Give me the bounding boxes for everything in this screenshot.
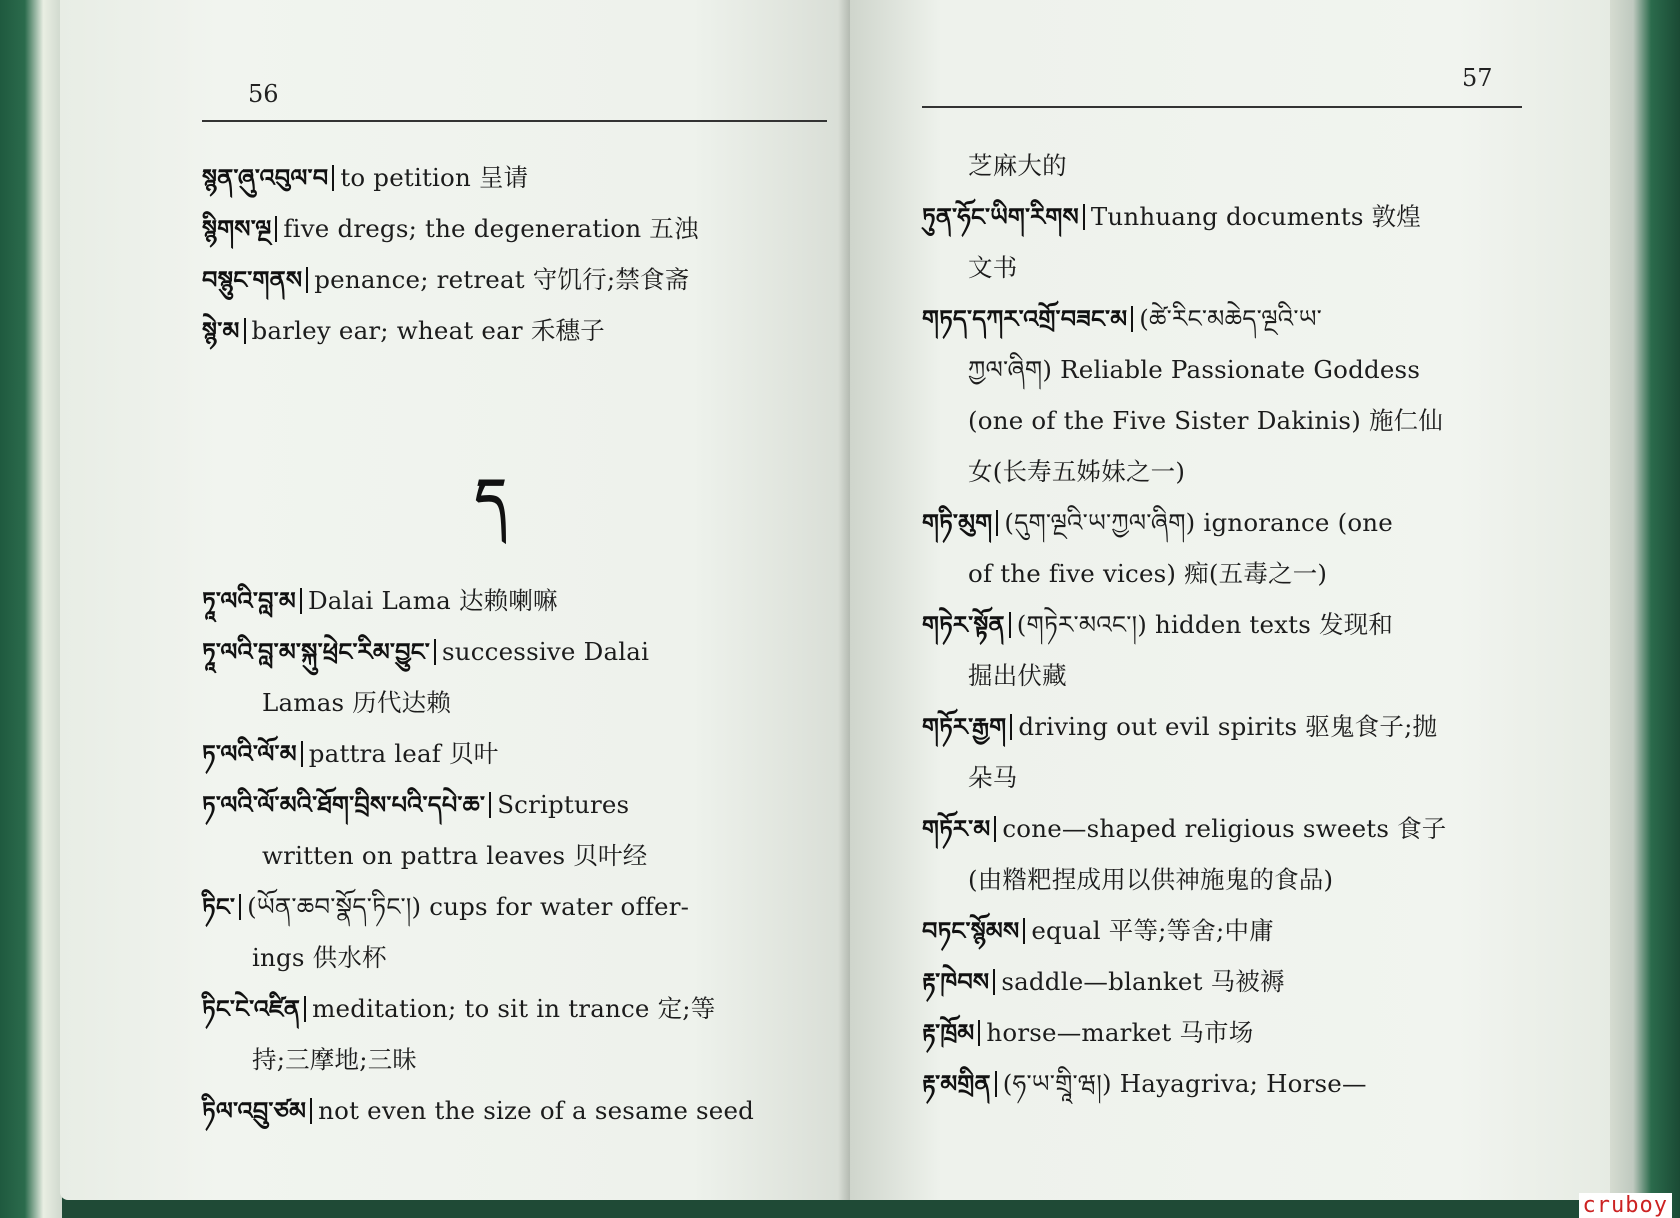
- entries-block-top: [202, 152, 842, 356]
- tibetan-headword: གཏད་དཀར་འགྲོ་བཟང་མ: [922, 304, 1133, 333]
- dictionary-entry: [202, 881, 852, 932]
- dictionary-entry: [922, 191, 1542, 242]
- tibetan-headword: སྙེ་མ: [202, 316, 246, 345]
- entry-gloss: (ཧ་ཡ་གྲཱི་ཝ།) Hayagriva; Horse—: [1002, 1069, 1367, 1098]
- tibetan-headword: བསྙུང་གནས: [202, 265, 308, 294]
- entry-continuation: ཀྱལ་ཞིག) Reliable Passionate Goddess: [968, 355, 1421, 384]
- entry-gloss: meditation; to sit in trance 定;等: [312, 994, 716, 1023]
- dictionary-entry: [202, 983, 852, 1034]
- book-edge-left: [0, 0, 62, 1218]
- tibetan-headword: རྟ་ཁྲོམ: [922, 1018, 980, 1047]
- watermark: cruboy: [1579, 1193, 1672, 1218]
- dictionary-entry: [202, 626, 852, 677]
- entry-gloss: (གཏེར་མའང་།) hidden texts 发现和: [1016, 610, 1394, 639]
- tibetan-headword: ཏིང་: [202, 892, 241, 921]
- header-rule-right: [922, 106, 1522, 108]
- tibetan-headword: ཏཱ་ལའི་བླ་མ་སྐུ་ཕྲེང་རིམ་བྱུང་: [202, 637, 436, 666]
- entry-continuation: Lamas 历代达赖: [262, 688, 452, 717]
- dictionary-entry: [922, 905, 1542, 956]
- entry-continuation: 持;三摩地;三昧: [252, 1045, 418, 1074]
- entry-continuation: 芝麻大的: [968, 151, 1067, 180]
- tibetan-headword: རྟ་ཁེབས: [922, 967, 995, 996]
- dictionary-entry: [202, 254, 842, 305]
- entry-gloss: Scriptures: [497, 790, 630, 819]
- tibetan-headword: ཏཱ་ལའི་བླ་མ: [202, 586, 302, 615]
- page-number-right: 57: [1462, 64, 1493, 92]
- entry-gloss: barley ear; wheat ear 禾穗子: [251, 316, 605, 345]
- entry-gloss: (ཡོན་ཆབ་སྣོད་ཏིང་།) cups for water offer-: [247, 892, 690, 921]
- entry-continuation: (one of the Five Sister Dakinis) 施仁仙: [968, 406, 1444, 435]
- entries-block-bottom: [202, 575, 852, 1136]
- tibetan-headword: ཏིང་ངེ་འཛིན: [202, 994, 306, 1023]
- tibetan-headword: གཏི་མུག: [922, 508, 998, 537]
- entry-continuation: of the five vices) 痴(五毒之一): [968, 559, 1328, 588]
- dictionary-entry: [922, 803, 1542, 854]
- entry-gloss: Dalai Lama 达赖喇嘛: [307, 586, 558, 615]
- page-number-left: 56: [248, 80, 279, 108]
- entry-gloss: cone—shaped religious sweets 食子: [1002, 814, 1447, 843]
- entry-continuation: 女(长寿五姊妹之一): [968, 457, 1186, 486]
- dictionary-entry: [922, 599, 1542, 650]
- tibetan-headword: སྙན་ཞུ་འབུལ་བ: [202, 163, 334, 192]
- dictionary-entry: [202, 779, 852, 830]
- dictionary-entry: [922, 701, 1542, 752]
- entry-continuation: ings 供水杯: [252, 943, 387, 972]
- entry-gloss: five dregs; the degeneration 五浊: [283, 214, 699, 243]
- entry-gloss: to petition 呈请: [340, 163, 529, 192]
- entry-continuation: 掘出伏藏: [968, 661, 1067, 690]
- dictionary-entry: [922, 1007, 1542, 1058]
- right-page: [850, 0, 1610, 1200]
- book-edge-right: [1608, 0, 1680, 1218]
- tibetan-headword: རྟ་མགྲིན: [922, 1069, 997, 1098]
- tibetan-headword: ཏུན་ཧོང་ཡིག་རིགས: [922, 202, 1085, 231]
- dictionary-entry: [202, 152, 842, 203]
- entry-gloss: saddle—blanket 马被褥: [1001, 967, 1285, 996]
- left-page: [60, 0, 850, 1200]
- entry-gloss: not even the size of a sesame seed: [318, 1096, 755, 1125]
- entries-block-right: [922, 140, 1542, 1109]
- dictionary-entry: [202, 1085, 852, 1136]
- tibetan-headword: ཏ་ལའི་ལོ་མའི་ཐོག་བྲིས་པའི་དཔེ་ཆ་: [202, 790, 491, 819]
- dictionary-entry: [202, 575, 852, 626]
- entry-gloss: driving out evil spirits 驱鬼食子;抛: [1018, 712, 1438, 741]
- dictionary-entry: [922, 293, 1542, 344]
- entry-continuation: written on pattra leaves 贝叶经: [262, 841, 648, 870]
- dictionary-entry: [202, 305, 842, 356]
- section-letter-heading: ད: [475, 466, 507, 530]
- header-rule-left: [202, 120, 827, 122]
- dictionary-entry: [922, 956, 1542, 1007]
- entry-continuation: 朵马: [968, 763, 1018, 792]
- dictionary-entry: [922, 497, 1542, 548]
- tibetan-headword: ཏིལ་འབྲུ་ཙམ: [202, 1096, 312, 1125]
- dictionary-entry: [922, 1058, 1542, 1109]
- entry-gloss: successive Dalai: [442, 637, 650, 666]
- tibetan-headword: གཏེར་སྟོན: [922, 610, 1011, 639]
- tibetan-headword: སྙིགས་ལྔ: [202, 214, 277, 243]
- tibetan-headword: གཏོར་རྒྱག: [922, 712, 1012, 741]
- entry-continuation: 文书: [968, 253, 1018, 282]
- entry-gloss: pattra leaf 贝叶: [308, 739, 499, 768]
- entry-continuation: (由糌粑捏成用以供神施鬼的食品): [968, 865, 1334, 894]
- tibetan-headword: གཏོར་མ: [922, 814, 996, 843]
- dictionary-entry: [202, 203, 842, 254]
- entry-gloss: (ཚེ་རིང་མཆེད་ལྔའི་ཡ་: [1139, 304, 1323, 333]
- tibetan-headword: ཏ་ལའི་ལོ་མ: [202, 739, 303, 768]
- entry-gloss: horse—market 马市场: [986, 1018, 1254, 1047]
- entry-gloss: Tunhuang documents 敦煌: [1090, 202, 1422, 231]
- entry-gloss: (དུག་ལྔའི་ཡ་ཀྱལ་ཞིག) ignorance (one: [1004, 508, 1393, 537]
- entry-gloss: equal 平等;等舍;中庸: [1031, 916, 1274, 945]
- dictionary-entry: [202, 728, 852, 779]
- entry-gloss: penance; retreat 守饥行;禁食斋: [314, 265, 690, 294]
- tibetan-headword: བཏང་སྙོམས: [922, 916, 1025, 945]
